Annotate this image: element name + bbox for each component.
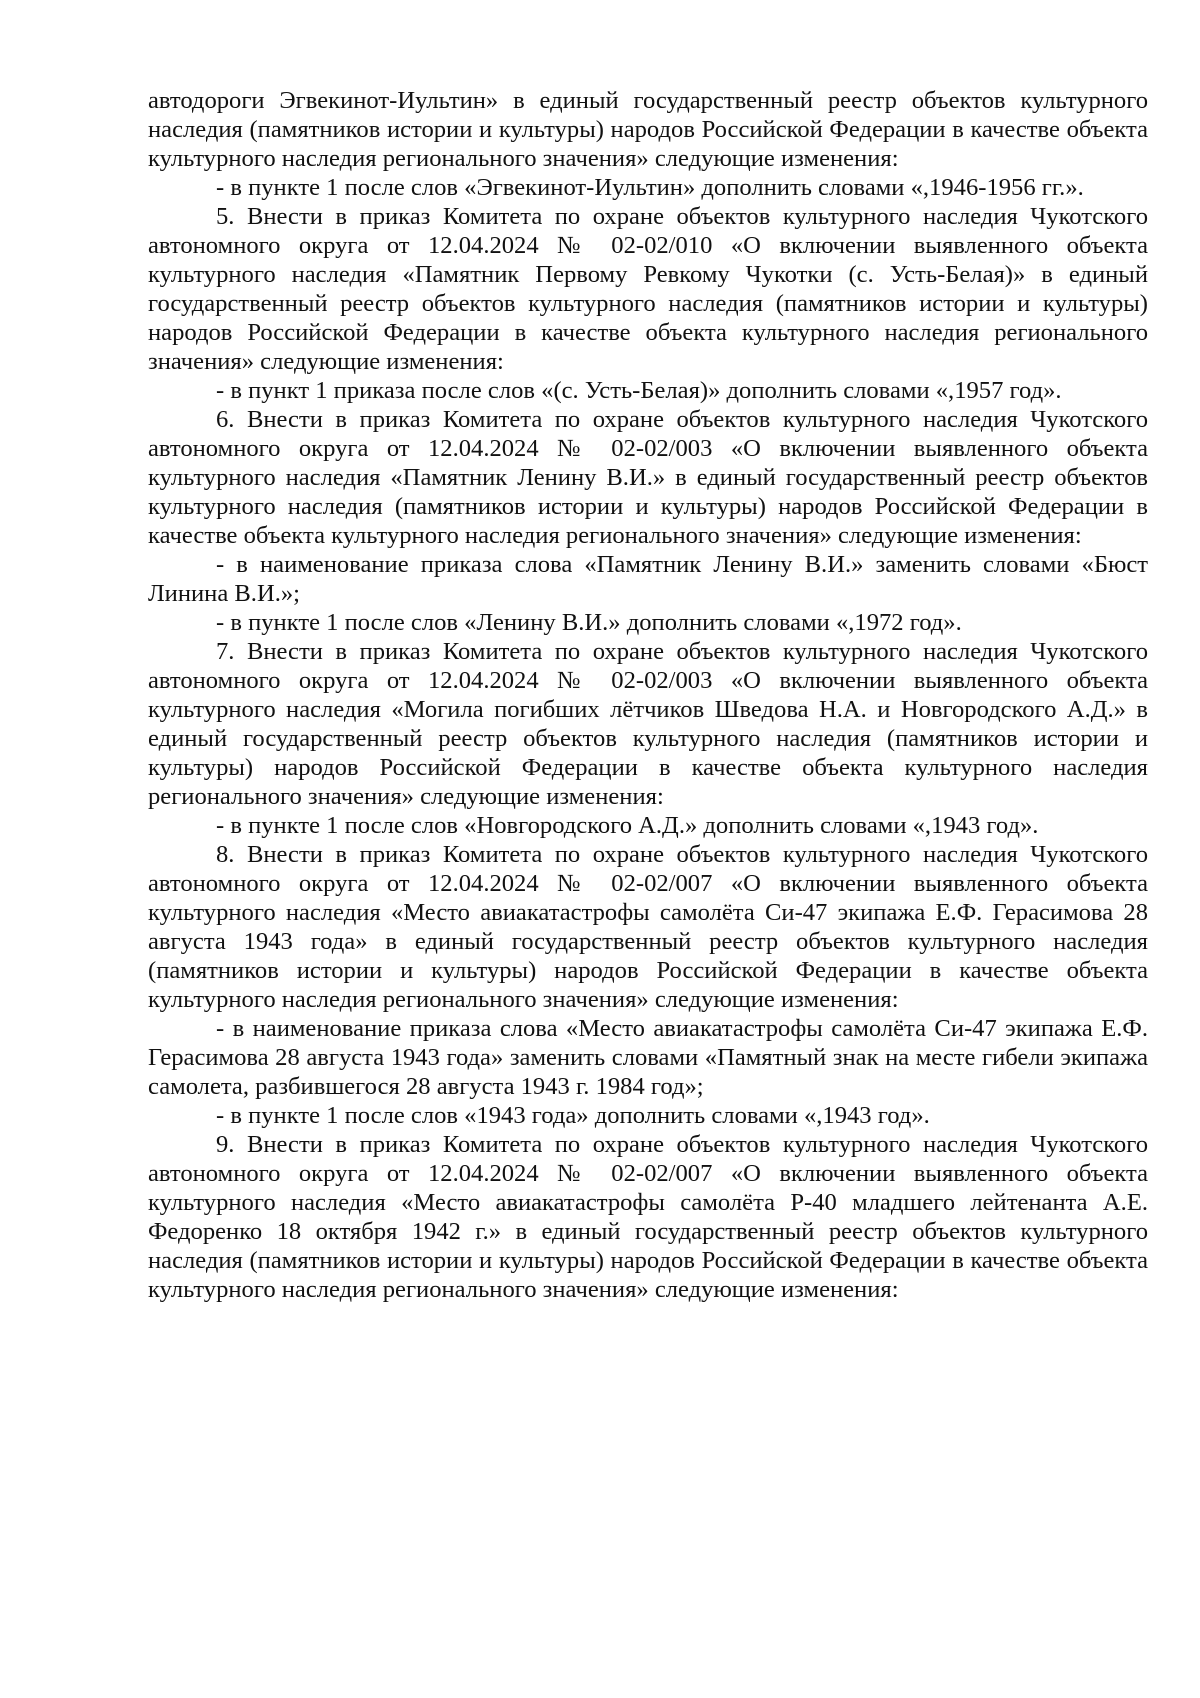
paragraph-item-5: 5. Внести в приказ Комитета по охране объектов культурного наследия Чукотского автономного округа от 12.04.2024 № 02-02/010 «О включении выявленного объекта культурного наследия «Памятник Первому Ревкому Чукотки (с. Усть-Белая)» в единый государственный реестр объектов культурного наследия (памятников истории и культуры) народов Российской Федерации в качестве объекта культурного наследия регионального значения» следующие изменения: <box>148 203 1148 375</box>
paragraph-item-8-change-point: - в пункте 1 после слов «1943 года» дополнить словами «,1943 год». <box>216 1102 930 1129</box>
paragraph-item-6-change-point: - в пункте 1 после слов «Ленину В.И.» дополнить словами «,1972 год». <box>216 609 962 636</box>
paragraph-item-7-change: - в пункте 1 после слов «Новгородского А.Д.» дополнить словами «,1943 год». <box>216 812 1039 839</box>
paragraph-item-6-change-name: - в наименование приказа слова «Памятник Ленину В.И.» заменить словами «Бюст Линина В.И.»; <box>148 551 1148 607</box>
paragraph-item-6: 6. Внести в приказ Комитета по охране объектов культурного наследия Чукотского автономного округа от 12.04.2024 № 02-02/003 «О включении выявленного объекта культурного наследия «Памятник Ленину В.И.» в единый государственный реестр объектов культурного наследия (памятников истории и культуры) народов Российской Федерации в качестве объекта культурного наследия регионального значения» следующие изменения: <box>148 406 1148 549</box>
paragraph-item-7: 7. Внести в приказ Комитета по охране объектов культурного наследия Чукотского автономного округа от 12.04.2024 № 02-02/003 «О включении выявленного объекта культурного наследия «Могила погибших лётчиков Шведова Н.А. и Новгородского А.Д.» в единый государственный реестр объектов культурного наследия (памятников истории и культуры) народов Российской Федерации в качестве объекта культурного наследия регионального значения» следующие изменения: <box>148 638 1148 810</box>
paragraph-intro-continuation: автодороги Эгвекинот-Иультин» в единый государственный реестр объектов культурного наследия (памятников истории и культуры) народов Российской Федерации в качестве объекта культурного наследия регионального значения» следующие изменения: <box>148 87 1148 172</box>
document-page <box>148 86 1148 1304</box>
paragraph-item-8-change-name: - в наименование приказа слова «Место авиакатастрофы самолёта Си-47 экипажа Е.Ф. Герасимова 28 августа 1943 года» заменить словами «Памятный знак на месте гибели экипажа самолета, разбившегося 28 августа 1943 г. 1984 год»; <box>148 1015 1148 1100</box>
paragraph-item-5-change: - в пункт 1 приказа после слов «(с. Усть-Белая)» дополнить словами «,1957 год». <box>216 377 1062 404</box>
paragraph-item-8: 8. Внести в приказ Комитета по охране объектов культурного наследия Чукотского автономного округа от 12.04.2024 № 02-02/007 «О включении выявленного объекта культурного наследия «Место авиакатастрофы самолёта Си-47 экипажа Е.Ф. Герасимова 28 августа 1943 года» в единый государственный реестр объектов культурного наследия (памятников истории и культуры) народов Российской Федерации в качестве объекта культурного наследия регионального значения» следующие изменения: <box>148 841 1148 1013</box>
paragraph-item-4-change: - в пункте 1 после слов «Эгвекинот-Иультин» дополнить словами «,1946-1956 гг.». <box>216 174 1084 201</box>
paragraph-item-9: 9. Внести в приказ Комитета по охране объектов культурного наследия Чукотского автономного округа от 12.04.2024 № 02-02/007 «О включении выявленного объекта культурного наследия «Место авиакатастрофы самолёта Р-40 младшего лейтенанта А.Е. Федоренко 18 октября 1942 г.» в единый государственный реестр объектов культурного наследия (памятников истории и культуры) народов Российской Федерации в качестве объекта культурного наследия регионального значения» следующие изменения: <box>148 1131 1148 1303</box>
